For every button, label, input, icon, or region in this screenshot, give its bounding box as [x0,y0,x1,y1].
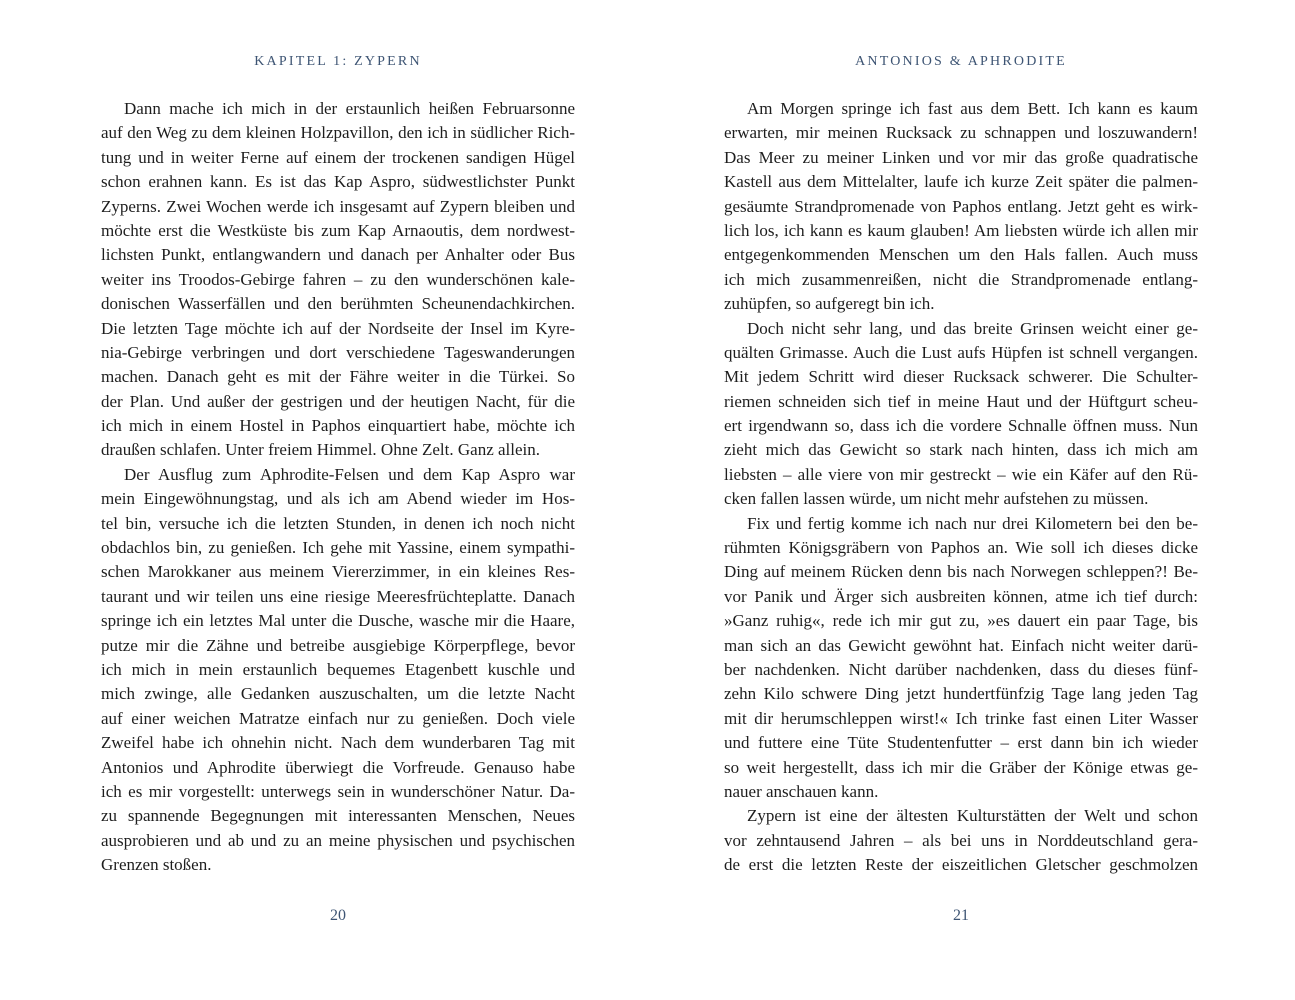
text-line: Grenzen stoßen. [101,855,212,875]
text-line: mein Eingewöhnungstag, und als ich am Abend wieder im Hos- [101,489,575,509]
text-line: entgegenkommenden Menschen um den Hals fallen. Auch muss [724,245,1198,265]
text-line: tel bin, versuche ich die letzten Stunden, in denen ich noch nicht [101,513,575,533]
left-page [101,0,575,1000]
text-line: schon erahnen kann. Es ist das Kap Aspro, südwestlichster Punkt [101,172,575,192]
text-line: taurant und wir teilen uns eine riesige Meeresfrüchteplatte. Danach [101,586,575,606]
page-number-right: 21 [953,907,969,924]
text-line: ert irgendwann so, dass ich die vordere Schnalle öffnen muss. Nun [724,416,1198,436]
text-line: liebsten – alle viere von mir gestreckt – wie ein Käfer auf den Rü- [724,464,1198,484]
text-line: lich los, ich kann es kaum glauben! Am liebsten würde ich allen mir [724,220,1198,240]
text-line: vor Panik und Ärger sich ausbreiten können, atme ich tief durch: [724,586,1198,606]
text-line: mit dir herumschleppen wirst!« Ich trinke fast einen Liter Wasser [724,708,1198,728]
text-line: riemen schneiden sich tief in meine Haut und der Hüftgurt scheu- [724,391,1198,411]
text-line: Dann mache ich mich in der erstaunlich heißen Februarsonne [124,99,575,118]
text-line: lichsten Punkt, entlangwandern und danach per Anhalter oder Bus [101,245,575,265]
right-page [724,0,1198,1000]
text-line: springe ich ein letztes Mal unter die Dusche, wasche mir die Haare, [101,611,575,631]
text-line: der Plan. Und außer der gestrigen und der heutigen Nacht, für die [101,391,575,411]
text-line: zehn Kilo schwere Ding jetzt hundertfünfzig Tage lang jeden Tag [724,684,1198,704]
text-line: schen Marokkaner aus meinem Viererzimmer, in ein kleines Res- [101,562,575,582]
text-line: Das Meer zu meiner Linken und vor mir das große quadratische [724,147,1198,167]
text-line: rühmten Königsgräbern von Paphos an. Wie soll ich dieses dicke [724,538,1198,558]
text-line: obdachlos bin, zu genießen. Ich gehe mit Yassine, einem sympathi- [101,538,575,558]
text-line: »Ganz ruhig«, rede ich mir gut zu, »es dauert ein paar Tage, bis [724,611,1198,631]
text-line: ber nachdenken. Nicht darüber nachdenken, dass du dieses fünf- [724,659,1198,679]
text-line: donischen Wasserfällen und den berühmten Scheunendachkirchen. [101,294,575,314]
right-page-body [724,97,1198,878]
text-line: Antonios und Aphrodite überwiegt die Vorfreude. Genauso habe [101,757,575,777]
text-line: machen. Danach geht es mit der Fähre weiter in die Türkei. So [101,367,575,387]
text-line: Ding auf meinem Rücken denn bis nach Norwegen schleppen?! Be- [724,562,1198,582]
text-line: weiter ins Troodos-Gebirge fahren – zu den wunderschönen kale- [101,269,575,289]
text-line: Die letzten Tage möchte ich auf der Nordseite der Insel im Kyre- [101,318,575,338]
text-line: und futtere eine Tüte Studentenfutter – erst dann bin ich wieder [724,733,1198,753]
text-line: ich es mir vorgestellt: unterwegs sein in wunderschöner Natur. Da- [101,781,575,801]
text-line: ich mich zusammenreißen, nicht die Strandpromenade entlang- [724,269,1198,289]
text-line: Doch nicht sehr lang, und das breite Grinsen weicht einer ge- [747,318,1198,338]
text-line: vor zehntausend Jahren – als bei uns in Norddeutschland gera- [724,830,1198,850]
page-number-left: 20 [330,907,346,924]
text-line: Fix und fertig komme ich nach nur drei Kilometern bei den be- [747,513,1198,533]
text-line: Zyperns. Zwei Wochen werde ich insgesamt auf Zypern bleiben und [101,196,575,216]
text-line: nauer anschauen kann. [724,781,879,801]
text-line: zuhüpfen, so aufgeregt bin ich. [724,294,935,314]
text-line: quälten Grimasse. Auch die Lust aufs Hüpfen ist schnell vergangen. [724,342,1198,362]
text-line: nia-Gebirge verbringen und dort verschiedene Tageswanderungen [101,342,575,362]
text-line: Der Ausflug zum Aphrodite-Felsen und dem Kap Aspro war [124,464,575,484]
text-line: draußen schlafen. Unter freiem Himmel. Ohne Zelt. Ganz allein. [101,440,540,460]
text-line: de erst die letzten Reste der eiszeitlichen Gletscher geschmolzen [724,855,1198,875]
text-line: Mit jedem Schritt wird dieser Rucksack schwerer. Die Schulter- [724,367,1198,387]
text-line: so weit hergestellt, dass ich mir die Gräber der Könige etwas ge- [724,757,1198,777]
text-line: man sich an das Gewicht gewöhnt hat. Einfach nicht weiter darü- [724,635,1198,655]
text-line: mich zwinge, alle Gedanken auszuschalten, um die letzte Nacht [101,684,575,704]
text-line: ich mich in einem Hostel in Paphos einquartiert habe, möchte ich [101,416,575,436]
text-line: möchte erst die Westküste bis zum Kap Arnaoutis, dem nordwest- [101,220,575,240]
left-page-body [101,97,575,878]
text-line: putze mir die Zähne und betreibe ausgiebige Körperpflege, bevor [101,635,575,655]
text-line: ich mich in mein erstaunlich bequemes Etagenbett kuschle und [101,659,575,679]
text-line: Zweifel habe ich ohnehin nicht. Nach dem wunderbaren Tag mit [101,733,575,753]
text-line: Am Morgen springe ich fast aus dem Bett. Ich kann es kaum [747,99,1198,118]
text-line: tung und in weiter Ferne auf einem der trockenen sandigen Hügel [101,147,575,167]
running-head-right: ANTONIOS & APHRODITE [855,54,1067,69]
text-line: auf den Weg zu dem kleinen Holzpavillon, den ich in südlicher Rich- [101,123,575,143]
text-line: Kastell aus dem Mittelalter, laufe ich kurze Zeit später die palmen- [724,172,1198,192]
text-line: zieht mich das Gewicht so stark nach hinten, dass ich mich am [724,440,1198,460]
text-line: erwarten, mir meinen Rucksack zu schnappen und loszuwandern! [724,123,1198,143]
text-line: cken fallen lassen würde, um nicht mehr aufstehen zu müssen. [724,489,1149,509]
text-line: auf einer weichen Matratze einfach nur zu genießen. Doch viele [101,708,575,728]
text-line: ausprobieren und ab und zu an meine physischen und psychischen [101,830,575,850]
text-line: Zypern ist eine der ältesten Kulturstätten der Welt und schon [747,806,1198,826]
text-line: gesäumte Strandpromenade von Paphos entlang. Jetzt geht es wirk- [724,196,1198,216]
running-head-left: KAPITEL 1: ZYPERN [254,54,422,69]
text-line: zu spannende Begegnungen mit interessanten Menschen, Neues [101,806,575,826]
